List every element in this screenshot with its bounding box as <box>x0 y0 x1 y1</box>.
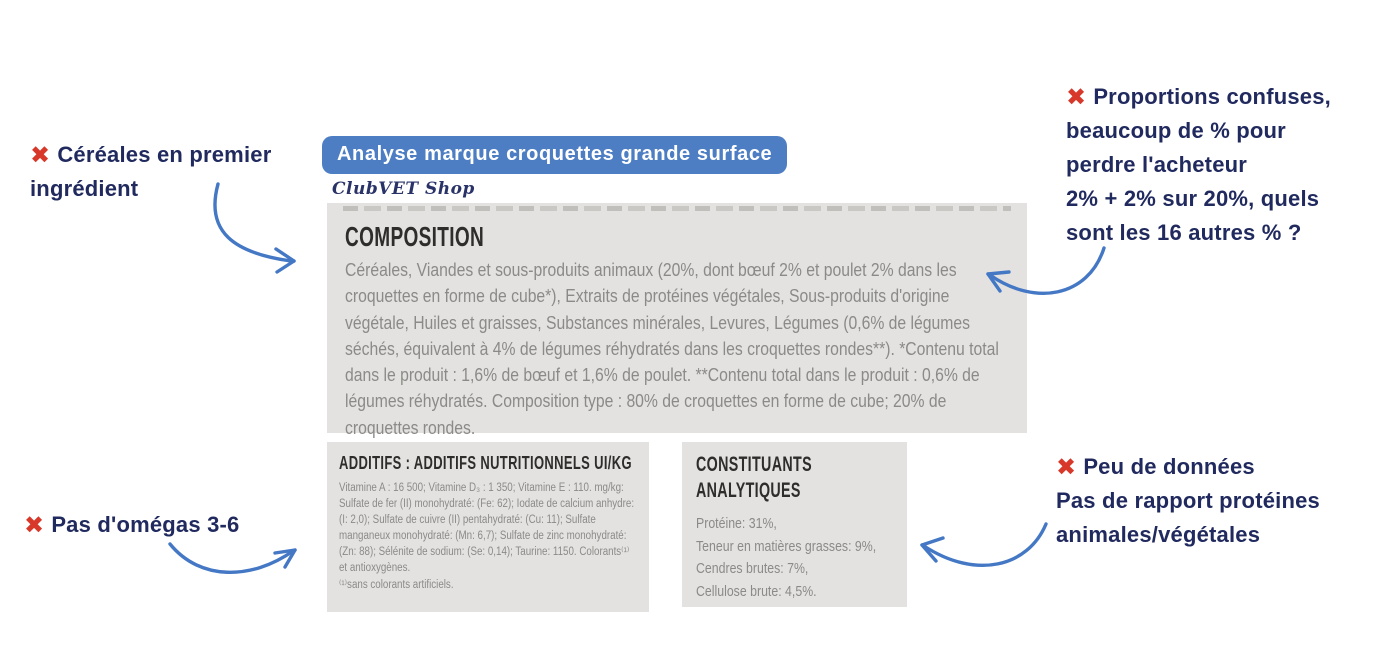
composition-heading: COMPOSITION <box>345 221 485 252</box>
constituants-ash: Cendres brutes: 7%, <box>696 561 809 578</box>
note-donnees-line3: animales/végétales <box>1056 522 1261 547</box>
x-cross-icon: ✖ <box>1056 453 1077 481</box>
composition-text: Céréales, Viandes et sous-produits animaux (20%, dont bœuf 2% et poulet 2% dans les croquettes en forme de cube*), Extraits de protéines végétales, Sous-produits d'origine végétale, Huiles et graisses, Substances minérales, Levures, Légumes (0,6% de légumes séchés, équivalent à 4% de légumes réhydratés dans les croquettes rondes**). *Contenu total dans le produit : 1,6% de bœuf et 1,6% de poulet. **Contenu total dans le produit : 0,6% de légumes réhydratés. Composition type : 80% de croquettes en forme de cube; 20% de croquettes rondes. <box>345 259 999 438</box>
additifs-text: Vitamine A : 16 500; Vitamine D₃ : 1 350; Vitamine E : 110. mg/kg: Sulfate de fer (II) monohydraté: (Fe: 62); Iodate de calcium anhydre: (I: 2,0); Sulfate de cuivre (II) pentahydraté: (Cu: 11); Sulfate manganeux monohydraté: (Mn: 6,7); Sulfate de zinc monohydraté: (Zn: 88); Sélénite de sodium: (Se: 0,14); Taurine: 1150. Colorants⁽¹⁾ et antioxygènes. <box>339 482 635 575</box>
composition-box <box>327 203 1027 438</box>
note-donnees <box>1056 450 1381 552</box>
note-omegas-line1: ✖ Pas d'omégas 3-6 <box>24 511 240 539</box>
brand-logo: ClubVET Shop <box>332 179 475 199</box>
x-cross-icon: ✖ <box>1066 83 1087 111</box>
note-proportions-line5: sont les 16 autres % ? <box>1066 220 1302 245</box>
additifs-heading: ADDITIFS : ADDITIFS NUTRITIONNELS UI/KG <box>339 453 632 473</box>
constituants-values <box>696 513 897 603</box>
constituants-fibre: Cellulose brute: 4,5%. <box>696 583 817 600</box>
constituants-heading-line1: CONSTITUANTS <box>696 453 812 476</box>
x-cross-icon: ✖ <box>24 511 45 539</box>
note-proportions-line2: beaucoup de % pour <box>1066 118 1286 143</box>
arrow-omegas-to-additifs <box>170 544 295 572</box>
note-proportions-line4: 2% + 2% sur 20%, quels <box>1066 186 1320 211</box>
clipped-text-edge <box>343 206 1011 211</box>
note-cereales <box>30 138 330 206</box>
constituants-protein: Protéine: 31%, <box>696 516 777 533</box>
x-cross-icon: ✖ <box>30 141 51 169</box>
note-proportions <box>1066 80 1381 250</box>
constituants-heading-line2: ANALYTIQUES <box>696 479 801 503</box>
title-banner <box>322 136 787 174</box>
note-proportions-line3: perdre l'acheteur <box>1066 152 1248 177</box>
banner-title: Analyse marque croquettes grande surface <box>337 143 773 165</box>
constituants-fat: Teneur en matières grasses: 9%, <box>696 538 877 555</box>
additifs-footnote: ⁽¹⁾sans colorants artificiels. <box>339 578 454 591</box>
note-donnees-line1: ✖ Peu de données <box>1056 453 1255 481</box>
note-cereales-line2: ingrédient <box>30 176 139 201</box>
constituants-heading <box>696 453 897 503</box>
additifs-box <box>327 442 649 612</box>
arrow-donnees-to-constituants <box>922 524 1046 565</box>
note-donnees-line2: Pas de rapport protéines <box>1056 488 1320 513</box>
note-proportions-line1: ✖ Proportions confuses, <box>1066 83 1331 111</box>
note-cereales-line1: ✖ Céréales en premier <box>30 141 272 169</box>
constituants-box <box>682 442 907 607</box>
note-omegas <box>24 508 324 542</box>
